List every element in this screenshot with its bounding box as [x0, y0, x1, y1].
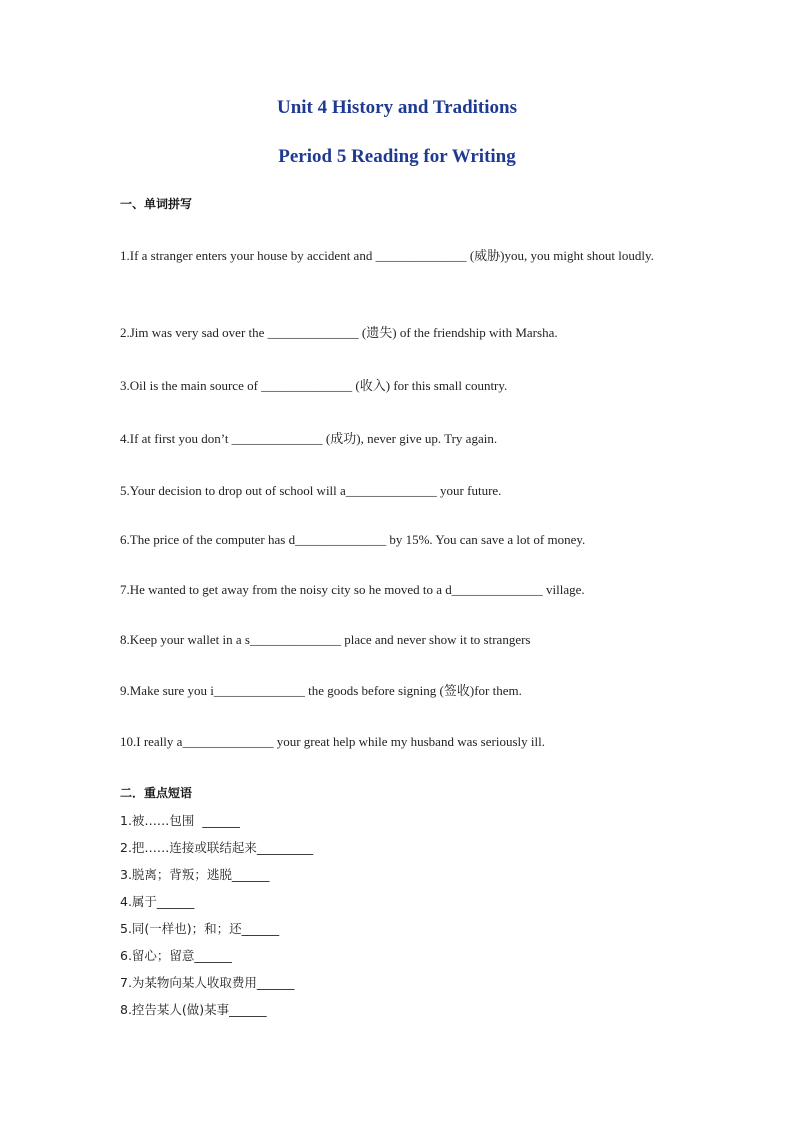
question-item: 6.The price of the computer has d______________ by 15%. You can save a lot of money. [120, 532, 586, 547]
question-item: 2.Jim was very sad over the ______________ (遗失) of the friendship with Marsha. [120, 325, 558, 340]
phrase-item: 8.控告某人(做)某事______ [120, 1002, 267, 1017]
question-item: 10.I really a______________ your great help while my husband was seriously ill. [120, 734, 545, 749]
section-heading-phrases: 二．重点短语 [120, 786, 193, 800]
unit-title: Unit 4 History and Traditions [276, 97, 517, 118]
period-title: Period 5 Reading for Writing [278, 146, 516, 167]
phrase-item: 1.被……包围 ______ [120, 813, 240, 828]
phrase-item: 4.属于______ [120, 894, 195, 909]
question-item: 7.He wanted to get away from the noisy city so he moved to a d______________ village. [120, 582, 585, 597]
phrase-item: 3.脱离；背叛；逃脱______ [120, 867, 270, 882]
phrase-item: 2.把……连接或联结起来_________ [120, 840, 314, 855]
phrase-item: 6.留心；留意______ [120, 948, 232, 963]
question-item: 9.Make sure you i______________ the goods before signing (签收)for them. [120, 683, 522, 698]
question-item: 8.Keep your wallet in a s______________ place and never show it to strangers [120, 632, 531, 647]
phrase-item: 7.为某物向某人收取费用______ [120, 975, 295, 990]
question-item: 3.Oil is the main source of ______________ (收入) for this small country. [120, 378, 508, 393]
phrase-item: 5.同(一样也)；和；还______ [120, 921, 280, 936]
question-item: 4.If at first you don’t ______________ (成功), never give up. Try again. [120, 431, 498, 446]
question-item: 1.If a stranger enters your house by accident and ______________ (威胁)you, you might shout loudly. [120, 248, 654, 263]
section-heading-vocabulary: 一、单词拼写 [120, 197, 193, 211]
question-item: 5.Your decision to drop out of school will a______________ your future. [120, 483, 502, 498]
